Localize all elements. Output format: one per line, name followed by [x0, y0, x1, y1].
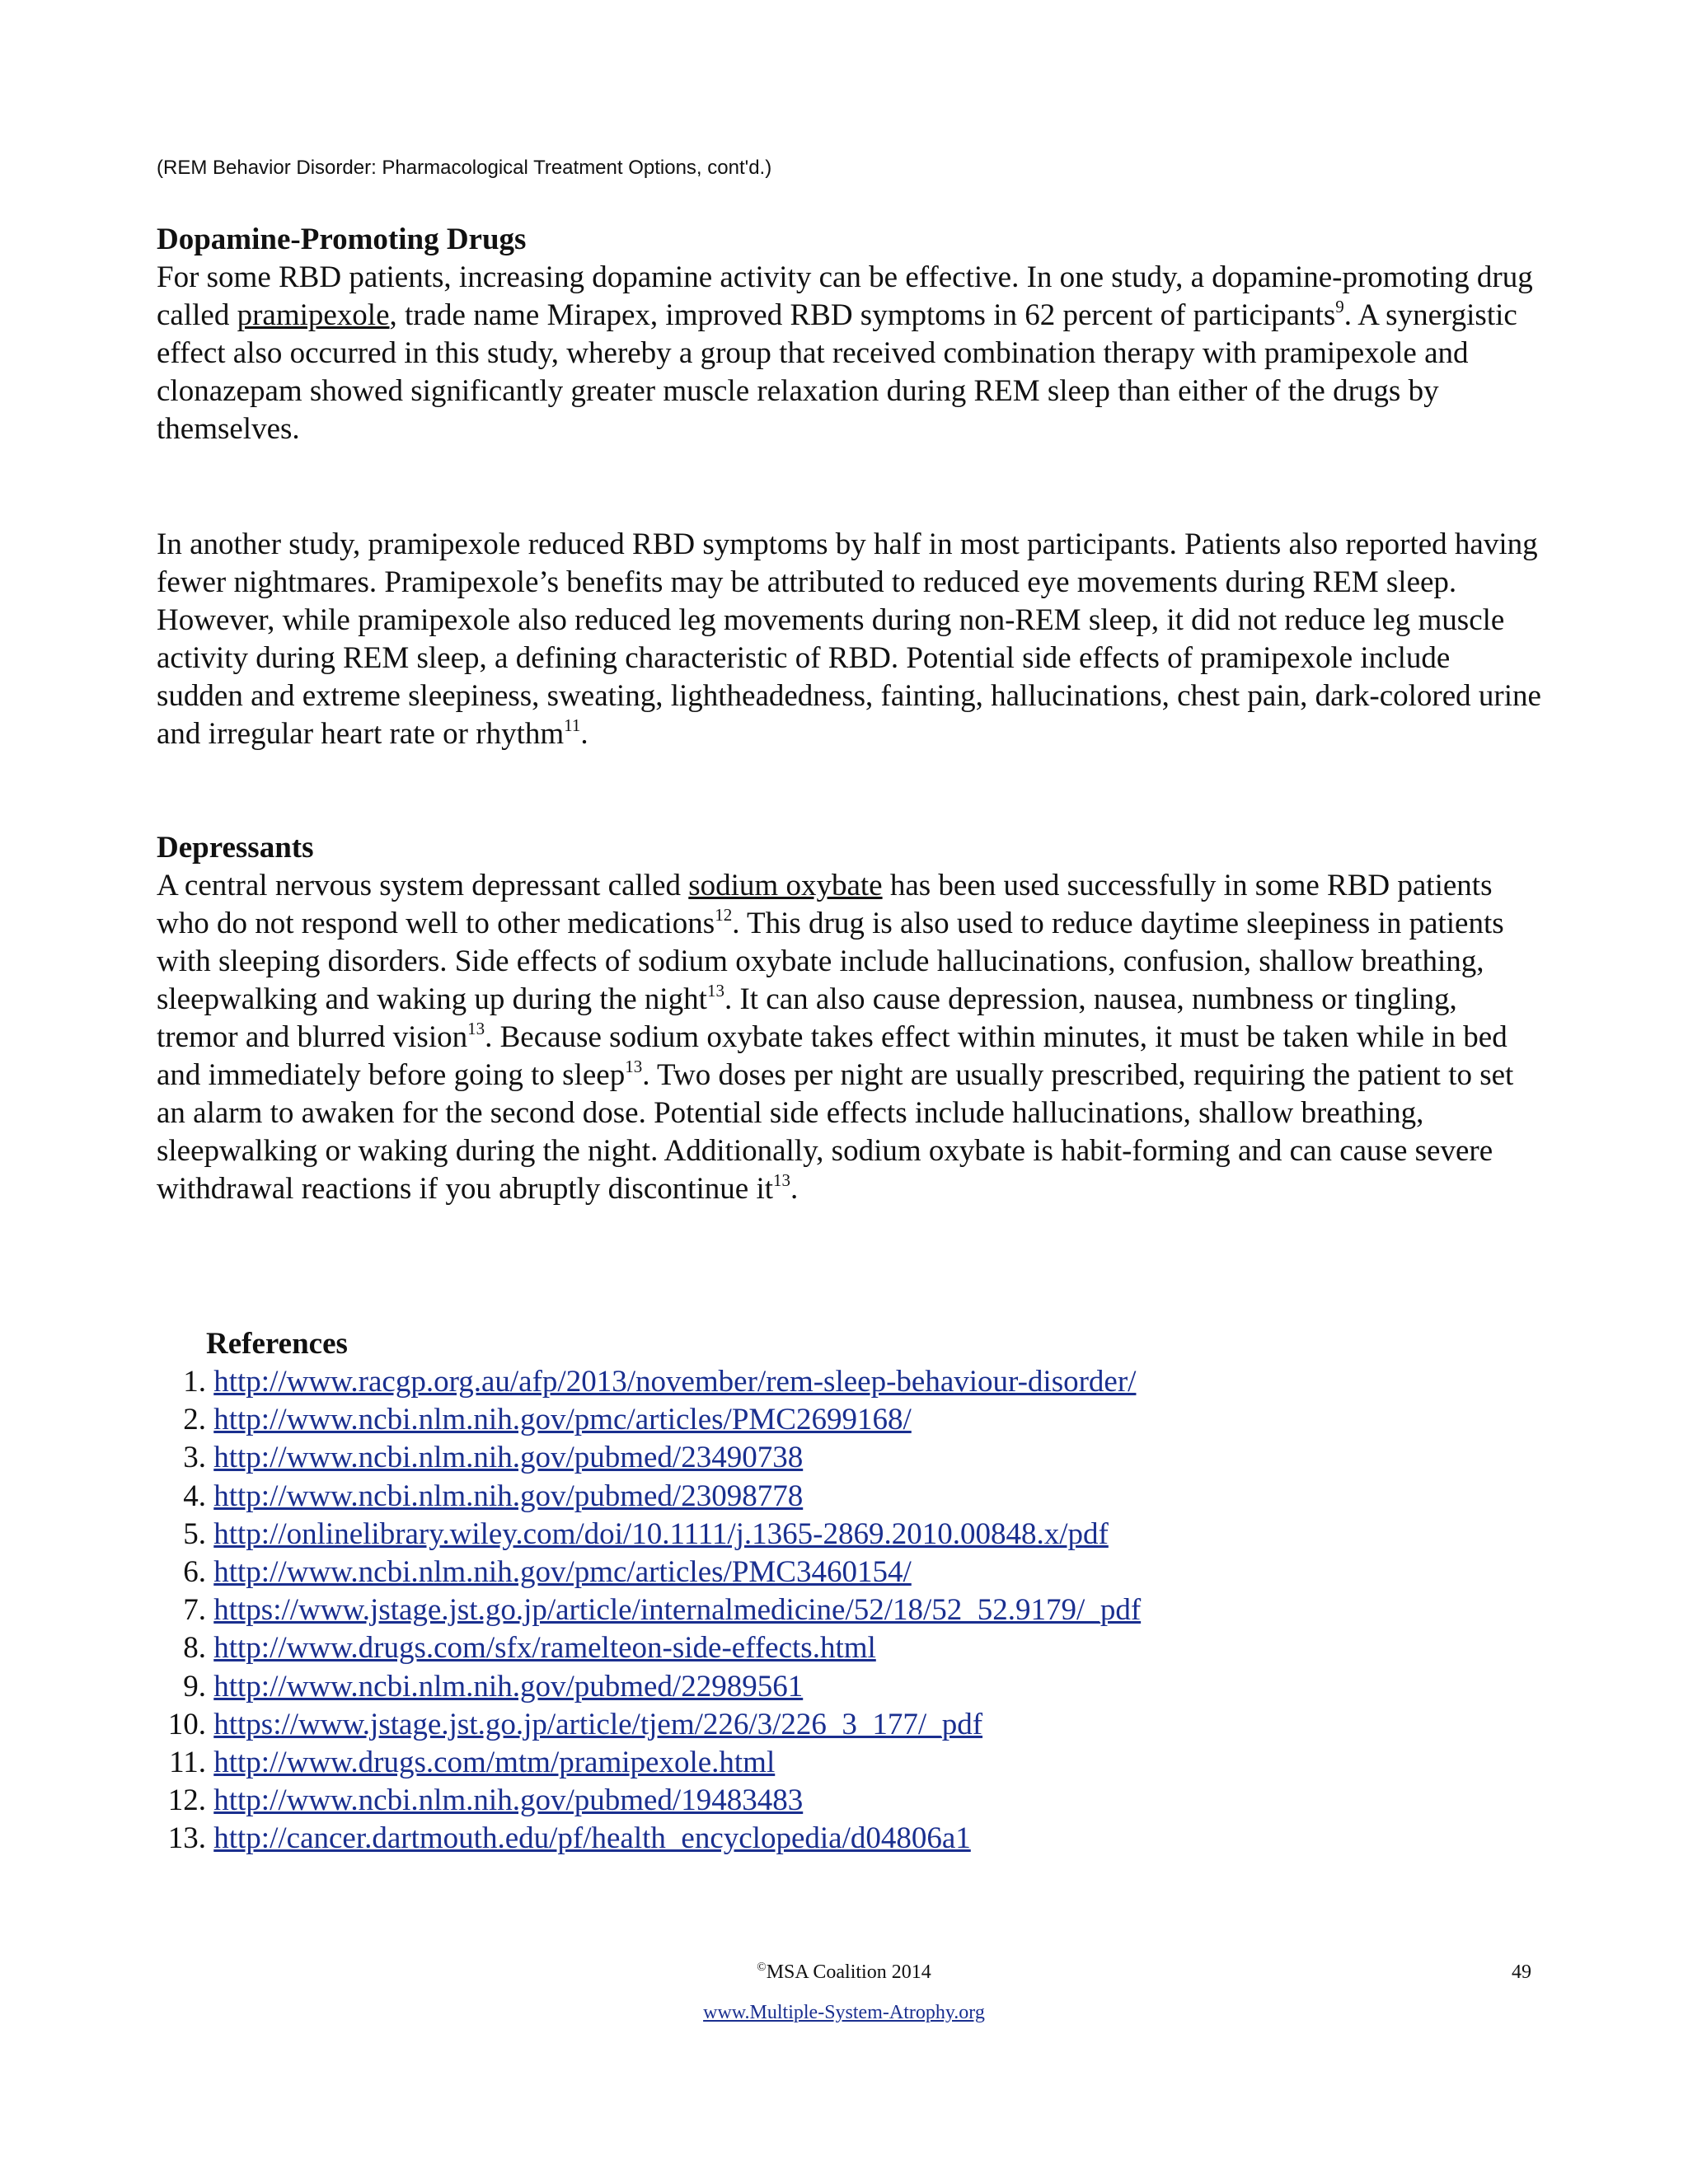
reference-link[interactable]: https://www.jstage.jst.go.jp/article/internalmedicine/52/18/52_52.9179/_pdf [213, 1593, 1142, 1628]
depressants-heading: Depressants [157, 831, 314, 865]
text-run: . It can also cause depression, nausea, numbness or tingling, tremor and blurred vision [157, 982, 1457, 1054]
reference-number: 12. [167, 1783, 206, 1818]
text-run: In another study, pramipexole reduced RBD symptoms by half in most participants. Patients also reported having fewer nightmares. Pramipexole’s benefits may be attributed to reduced eye movements during REM sleep. However, while pramipexole also reduced leg movements during non-REM sleep, it did not reduce leg muscle activity during REM sleep, a defining characteristic of RBD. Potential side effects of pramipexole include sudden and extreme sleepiness, sweating, lightheadedness, fainting, hallucinations, chest pain, dark-colored urine and irregular heart rate or rhythm [157, 527, 1541, 751]
reference-number: 13. [167, 1821, 206, 1856]
dopamine-section [157, 221, 1541, 448]
reference-item [157, 1516, 1558, 1554]
pramipexole-term: pramipexole [237, 298, 390, 332]
reference-item [157, 1820, 1558, 1858]
page-number: 49 [1512, 1961, 1531, 1983]
reference-number: 6. [183, 1555, 206, 1590]
references-list [157, 1363, 1558, 1858]
reference-item [157, 1629, 1558, 1667]
footer-copyright [0, 1961, 1688, 1984]
reference-link[interactable]: http://www.ncbi.nlm.nih.gov/pmc/articles/PMC2699168/ [213, 1403, 912, 1437]
reference-number: 1. [183, 1365, 206, 1399]
citation-superscript: 13 [773, 1169, 791, 1190]
reference-item [157, 1554, 1558, 1591]
citation-superscript: 13 [625, 1056, 643, 1076]
reference-number: 4. [183, 1479, 206, 1513]
copyright-symbol: © [757, 1961, 767, 1974]
dopamine-paragraph-1 [157, 259, 1541, 448]
reference-link[interactable]: http://www.drugs.com/sfx/ramelteon-side-effects.html [213, 1631, 876, 1666]
dopamine-section-2 [157, 526, 1541, 753]
text-run: . [790, 1172, 799, 1206]
reference-item [157, 1478, 1558, 1516]
text-run: . This drug is also used to reduce daytime sleepiness in patients with sleeping disorders. Side effects of sodium oxybate include hallucinations, confusion, shallow breathing, sleepwalking and waking up during the night [157, 907, 1504, 1016]
reference-item [157, 1706, 1558, 1744]
dopamine-paragraph-2 [157, 526, 1541, 753]
reference-item [157, 1744, 1558, 1782]
reference-link[interactable]: http://cancer.dartmouth.edu/pf/health_encyclopedia/d04806a1 [213, 1821, 971, 1856]
text-run: For some RBD patients, increasing dopamine activity can be effective. In one study, a dopamine-promoting drug called [157, 260, 1533, 332]
reference-number: 3. [183, 1441, 206, 1475]
reference-link[interactable]: http://www.ncbi.nlm.nih.gov/pubmed/23490738 [213, 1441, 804, 1475]
reference-link[interactable]: http://www.ncbi.nlm.nih.gov/pmc/articles/PMC3460154/ [213, 1555, 912, 1590]
reference-item [157, 1668, 1558, 1706]
reference-item [157, 1363, 1558, 1401]
reference-link[interactable]: http://onlinelibrary.wiley.com/doi/10.1111/j.1365-2869.2010.00848.x/pdf [213, 1516, 1109, 1551]
reference-link[interactable]: https://www.jstage.jst.go.jp/article/tjem/226/3/226_3_177/_pdf [213, 1707, 983, 1741]
reference-item [157, 1439, 1558, 1477]
reference-number: 11. [169, 1746, 206, 1780]
text-run: . Two doses per night are usually prescribed, requiring the patient to set an alarm to awaken for the second dose. Potential side effects include hallucinations, shallow breathing, sleepwalking or waking during the night. Additionally, sodium oxybate is habit-forming and can cause severe withdrawal reactions if you abruptly discontinue it [157, 1058, 1514, 1206]
copyright-text: MSA Coalition 2014 [766, 1961, 931, 1983]
reference-number: 2. [183, 1403, 206, 1437]
references-section [157, 1325, 1558, 1858]
reference-link[interactable]: http://www.racgp.org.au/afp/2013/november/rem-sleep-behaviour-disorder/ [213, 1365, 1137, 1399]
dopamine-heading: Dopamine-Promoting Drugs [157, 223, 527, 256]
text-run: . A synergistic effect also occurred in this study, whereby a group that received combination therapy with pramipexole and clonazepam showed significantly greater muscle relaxation during REM sleep than either of the drugs by themselves. [157, 298, 1517, 446]
running-head: (REM Behavior Disorder: Pharmacological Treatment Options, cont'd.) [157, 157, 772, 179]
depressants-section [157, 829, 1541, 1208]
reference-number: 10. [167, 1707, 206, 1741]
reference-number: 5. [183, 1516, 206, 1551]
reference-item [157, 1401, 1558, 1439]
citation-superscript: 13 [706, 980, 724, 1001]
references-heading: References [206, 1327, 348, 1361]
text-run: , trade name Mirapex, improved RBD symptoms in 62 percent of participants [389, 298, 1336, 332]
reference-link[interactable]: http://www.ncbi.nlm.nih.gov/pubmed/22989561 [213, 1669, 804, 1704]
depressants-paragraph [157, 867, 1541, 1208]
citation-superscript: 11 [564, 715, 581, 735]
footer-website-link[interactable]: www.Multiple-System-Atrophy.org [703, 2002, 985, 2023]
reference-number: 9. [183, 1669, 206, 1704]
text-run: A central nervous system depressant called [157, 869, 689, 902]
reference-link[interactable]: http://www.ncbi.nlm.nih.gov/pubmed/19483483 [213, 1783, 804, 1818]
citation-superscript: 12 [715, 904, 733, 925]
reference-number: 8. [183, 1631, 206, 1666]
reference-item [157, 1591, 1558, 1629]
citation-superscript: 13 [467, 1018, 485, 1038]
reference-link[interactable]: http://www.ncbi.nlm.nih.gov/pubmed/23098778 [213, 1479, 804, 1513]
text-run: . Because sodium oxybate takes effect within minutes, it must be taken while in bed and immediately before going to sleep [157, 1020, 1507, 1092]
citation-superscript: 9 [1335, 296, 1344, 316]
sodium-oxybate-term: sodium oxybate [688, 869, 883, 902]
text-run: has been used successfully in some RBD patients who do not respond well to other medications [157, 869, 1493, 940]
text-run: . [580, 717, 588, 751]
reference-number: 7. [183, 1593, 206, 1628]
reference-link[interactable]: http://www.drugs.com/mtm/pramipexole.html [213, 1746, 776, 1780]
reference-item [157, 1782, 1558, 1820]
